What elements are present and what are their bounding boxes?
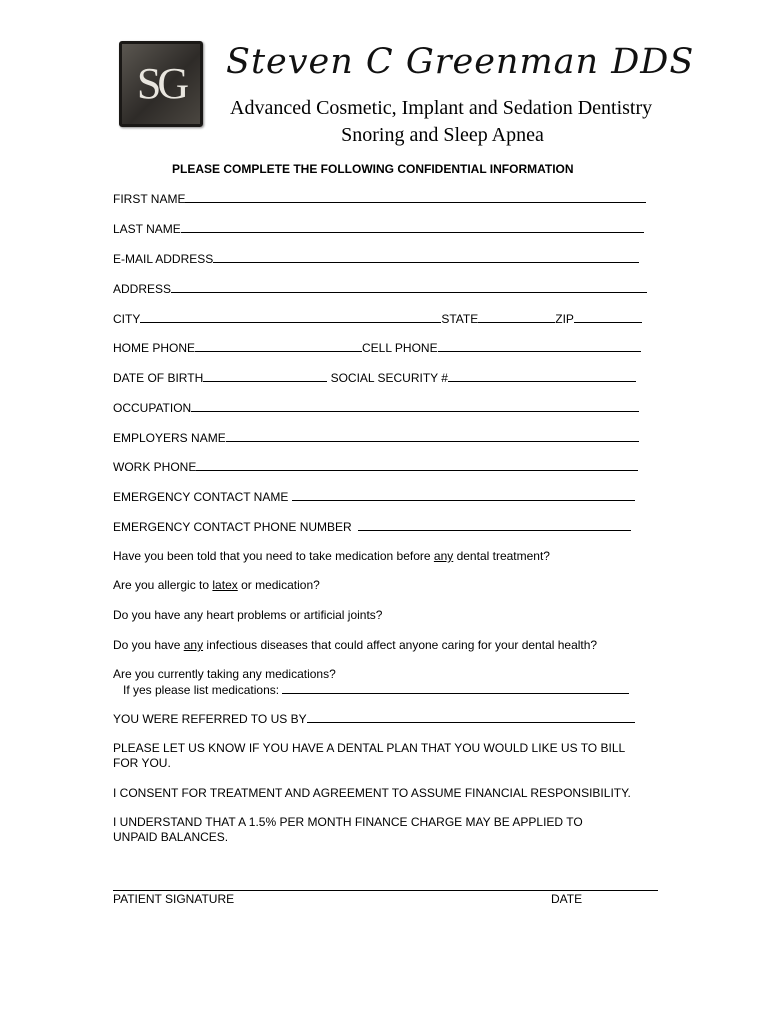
practice-name: Steven C Greenman DDS xyxy=(226,42,695,82)
q1-text-b: dental treatment? xyxy=(453,549,550,563)
email-label: E-MAIL ADDRESS xyxy=(113,252,214,266)
signature-date-label: DATE xyxy=(551,892,583,906)
question-infectious-diseases xyxy=(113,638,597,653)
finance-charge-notice-1: I UNDERSTAND THAT A 1.5% PER MONTH FINANCE CHARGE MAY BE APPLIED TO xyxy=(113,815,583,829)
home-phone-line[interactable] xyxy=(195,340,362,352)
cell-phone-line[interactable] xyxy=(438,340,641,352)
last-name-line[interactable] xyxy=(181,221,644,233)
patient-signature-label: PATIENT SIGNATURE xyxy=(113,892,235,906)
question-medication-before-treatment xyxy=(113,549,550,564)
dob-line[interactable] xyxy=(203,370,327,382)
occupation-label: OCCUPATION xyxy=(113,401,192,415)
zip-line[interactable] xyxy=(574,311,642,323)
q2-text-b: or medication? xyxy=(237,578,320,592)
q4-text-b: infectious diseases that could affect anyone caring for your dental health? xyxy=(203,638,598,652)
medications-list-line[interactable] xyxy=(282,682,629,694)
consent-statement: I CONSENT FOR TREATMENT AND AGREEMENT TO ASSUME FINANCIAL RESPONSIBILITY. xyxy=(113,786,631,800)
email-field[interactable] xyxy=(113,251,639,267)
city-label: CITY xyxy=(113,312,141,326)
logo-monogram: SG xyxy=(136,59,186,108)
email-line[interactable] xyxy=(213,251,639,263)
q2-text-a: Are you allergic to xyxy=(113,578,213,592)
state-line[interactable] xyxy=(478,311,555,323)
finance-charge-notice-2: UNPAID BALANCES. xyxy=(113,830,229,844)
employer-line[interactable] xyxy=(226,430,639,442)
work-phone-label: WORK PHONE xyxy=(113,460,197,474)
practice-subtitle-1: Advanced Cosmetic, Implant and Sedation Dentistry xyxy=(230,97,653,119)
city-state-zip-row[interactable] xyxy=(113,311,642,327)
emergency-name-field[interactable] xyxy=(113,489,635,505)
q1-emphasis: any xyxy=(433,549,454,563)
emergency-name-label: EMERGENCY CONTACT NAME xyxy=(113,490,289,504)
first-name-label: FIRST NAME xyxy=(113,192,186,206)
address-field[interactable] xyxy=(113,281,647,297)
occupation-field[interactable] xyxy=(113,400,639,416)
first-name-field[interactable] xyxy=(113,191,646,207)
emergency-name-line[interactable] xyxy=(292,489,635,501)
address-label: ADDRESS xyxy=(113,282,172,296)
dob-label: DATE OF BIRTH xyxy=(113,371,204,385)
dob-ssn-row[interactable] xyxy=(113,370,636,386)
occupation-line[interactable] xyxy=(191,400,639,412)
employer-label: EMPLOYERS NAME xyxy=(113,431,226,445)
referred-by-line[interactable] xyxy=(307,711,635,723)
q1-text-a: Have you been told that you need to take medication before xyxy=(113,549,434,563)
dental-plan-notice-2: FOR YOU. xyxy=(113,756,171,770)
q4-text-a: Do you have xyxy=(113,638,184,652)
city-line[interactable] xyxy=(140,311,441,323)
address-line[interactable] xyxy=(171,281,647,293)
form-heading: PLEASE COMPLETE THE FOLLOWING CONFIDENTIAL INFORMATION xyxy=(172,162,574,176)
ssn-line[interactable] xyxy=(448,370,636,382)
phone-row[interactable] xyxy=(113,340,641,356)
employer-field[interactable] xyxy=(113,430,639,446)
practice-subtitle-2: Snoring and Sleep Apnea xyxy=(341,124,544,146)
question-medications: Are you currently taking any medications? xyxy=(113,667,336,681)
state-label: STATE xyxy=(441,312,479,326)
emergency-phone-line[interactable] xyxy=(358,519,631,531)
last-name-field[interactable] xyxy=(113,221,644,237)
question-allergies xyxy=(113,578,320,593)
practice-logo xyxy=(119,41,203,127)
last-name-label: LAST NAME xyxy=(113,222,181,236)
ssn-label: SOCIAL SECURITY # xyxy=(330,371,448,385)
question-heart-problems: Do you have any heart problems or artificial joints? xyxy=(113,608,383,622)
cell-phone-label: CELL PHONE xyxy=(362,341,438,355)
q2-emphasis: latex xyxy=(212,578,238,592)
emergency-phone-label: EMERGENCY CONTACT PHONE NUMBER xyxy=(113,520,352,534)
first-name-line[interactable] xyxy=(185,191,646,203)
medications-list-label: If yes please list medications: xyxy=(123,683,280,697)
referred-by-field[interactable] xyxy=(113,711,635,727)
signature-line[interactable] xyxy=(113,890,658,891)
zip-label: ZIP xyxy=(555,312,574,326)
dental-plan-notice-1: PLEASE LET US KNOW IF YOU HAVE A DENTAL PLAN THAT YOU WOULD LIKE US TO BILL xyxy=(113,741,626,755)
q4-emphasis: any xyxy=(183,638,204,652)
work-phone-line[interactable] xyxy=(196,459,638,471)
work-phone-field[interactable] xyxy=(113,459,638,475)
referred-by-label: YOU WERE REFERRED TO US BY xyxy=(113,712,307,726)
medications-list-field[interactable] xyxy=(123,682,629,698)
home-phone-label: HOME PHONE xyxy=(113,341,196,355)
emergency-phone-field[interactable] xyxy=(113,519,631,535)
